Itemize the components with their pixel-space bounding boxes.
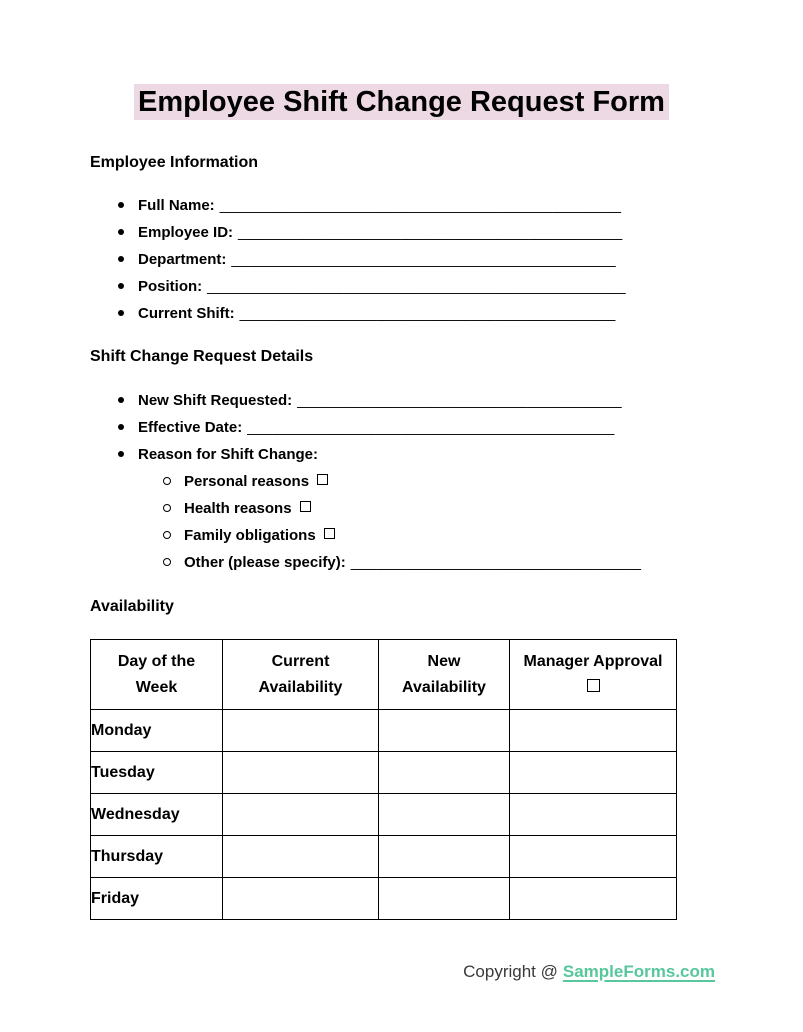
reason-option-family bbox=[90, 526, 715, 545]
table-row bbox=[91, 794, 677, 836]
manager-approval-cell[interactable] bbox=[510, 794, 677, 836]
blank-line[interactable]: _______________________________________________ bbox=[219, 197, 622, 214]
option-label: Personal reasons bbox=[184, 473, 310, 490]
circle-bullet-icon bbox=[163, 558, 171, 566]
current-availability-cell[interactable] bbox=[223, 710, 379, 752]
table-header-row bbox=[91, 640, 677, 710]
document-content bbox=[0, 153, 803, 616]
section-heading-shift-change-details: Shift Change Request Details bbox=[90, 348, 314, 365]
header-label: Availability bbox=[258, 678, 343, 696]
bullet-icon bbox=[118, 424, 124, 430]
field-row-position bbox=[90, 277, 715, 296]
header-label: Manager Approval bbox=[523, 652, 663, 670]
availability-table bbox=[90, 639, 677, 920]
bullet-icon bbox=[118, 451, 124, 457]
option-label: Family obligations bbox=[184, 527, 316, 544]
field-row-employee-id bbox=[90, 223, 715, 242]
manager-approval-cell[interactable] bbox=[510, 836, 677, 878]
field-row-full-name bbox=[90, 196, 715, 215]
reason-option-health bbox=[90, 499, 715, 518]
current-availability-cell[interactable] bbox=[223, 794, 379, 836]
footer bbox=[463, 962, 715, 982]
header-label: Day of the bbox=[117, 652, 196, 670]
bullet-icon bbox=[118, 202, 124, 208]
column-header-day-of-week bbox=[91, 640, 223, 710]
manager-approval-cell[interactable] bbox=[510, 710, 677, 752]
new-availability-cell[interactable] bbox=[379, 878, 510, 920]
field-label: Employee ID: bbox=[138, 224, 234, 241]
field-row-new-shift bbox=[90, 391, 715, 410]
circle-bullet-icon bbox=[163, 531, 171, 539]
current-availability-cell[interactable] bbox=[223, 752, 379, 794]
new-availability-cell[interactable] bbox=[379, 752, 510, 794]
shift-change-list bbox=[90, 391, 715, 572]
form-title: Employee Shift Change Request Form bbox=[134, 84, 669, 120]
day-cell: Monday bbox=[91, 710, 223, 752]
blank-line[interactable]: ____________________________________________ bbox=[239, 305, 616, 322]
blank-line[interactable]: __________________________________ bbox=[350, 554, 642, 571]
field-row-effective-date bbox=[90, 418, 715, 437]
checkbox-icon[interactable] bbox=[587, 679, 600, 692]
bullet-icon bbox=[118, 256, 124, 262]
field-label: Department: bbox=[138, 251, 227, 268]
header-label: Week bbox=[135, 678, 178, 696]
field-label: Full Name: bbox=[138, 197, 215, 214]
reason-options-list bbox=[90, 472, 715, 572]
checkbox-icon[interactable] bbox=[300, 501, 311, 512]
current-availability-cell[interactable] bbox=[223, 878, 379, 920]
circle-bullet-icon bbox=[163, 477, 171, 485]
field-label: Position: bbox=[138, 278, 203, 295]
reason-option-personal bbox=[90, 472, 715, 491]
manager-approval-cell[interactable] bbox=[510, 752, 677, 794]
field-row-department bbox=[90, 250, 715, 269]
checkbox-icon[interactable] bbox=[317, 474, 328, 485]
blank-line[interactable]: ______________________________________ bbox=[297, 392, 622, 409]
reason-option-other bbox=[90, 553, 715, 572]
section-heading-employee-information: Employee Information bbox=[90, 154, 259, 171]
header-label: Availability bbox=[402, 678, 486, 696]
bullet-icon bbox=[118, 229, 124, 235]
section-heading-availability: Availability bbox=[90, 598, 174, 615]
day-cell: Wednesday bbox=[91, 794, 223, 836]
blank-line[interactable]: _________________________________________________ bbox=[207, 278, 626, 295]
new-availability-cell[interactable] bbox=[379, 836, 510, 878]
checkbox-icon[interactable] bbox=[324, 528, 335, 539]
bullet-icon bbox=[118, 397, 124, 403]
table-row bbox=[91, 878, 677, 920]
field-label: New Shift Requested: bbox=[138, 392, 293, 409]
header-label: New bbox=[427, 652, 461, 670]
column-header-current-availability bbox=[223, 640, 379, 710]
blank-line[interactable]: ___________________________________________ bbox=[247, 419, 615, 436]
table-row bbox=[91, 752, 677, 794]
table-row bbox=[91, 710, 677, 752]
title-row bbox=[0, 0, 803, 120]
option-label: Health reasons bbox=[184, 500, 292, 517]
current-availability-cell[interactable] bbox=[223, 836, 379, 878]
bullet-icon bbox=[118, 283, 124, 289]
blank-line[interactable]: _____________________________________________ bbox=[231, 251, 616, 268]
field-label: Current Shift: bbox=[138, 305, 235, 322]
field-label: Effective Date: bbox=[138, 419, 243, 436]
new-availability-cell[interactable] bbox=[379, 710, 510, 752]
bullet-icon bbox=[118, 310, 124, 316]
table-row bbox=[91, 836, 677, 878]
day-cell: Thursday bbox=[91, 836, 223, 878]
field-row-reason bbox=[90, 445, 715, 464]
field-row-current-shift bbox=[90, 304, 715, 323]
field-label: Reason for Shift Change: bbox=[138, 446, 319, 463]
header-label: Current bbox=[271, 652, 330, 670]
employee-info-list bbox=[90, 196, 715, 323]
sampleforms-link[interactable]: SampleForms.com bbox=[562, 962, 715, 981]
option-label: Other (please specify): bbox=[184, 554, 346, 571]
column-header-manager-approval bbox=[510, 640, 677, 710]
blank-line[interactable]: _____________________________________________ bbox=[238, 224, 623, 241]
copyright-text: Copyright @ bbox=[463, 962, 558, 981]
column-header-new-availability bbox=[379, 640, 510, 710]
day-cell: Tuesday bbox=[91, 752, 223, 794]
circle-bullet-icon bbox=[163, 504, 171, 512]
day-cell: Friday bbox=[91, 878, 223, 920]
new-availability-cell[interactable] bbox=[379, 794, 510, 836]
manager-approval-cell[interactable] bbox=[510, 878, 677, 920]
